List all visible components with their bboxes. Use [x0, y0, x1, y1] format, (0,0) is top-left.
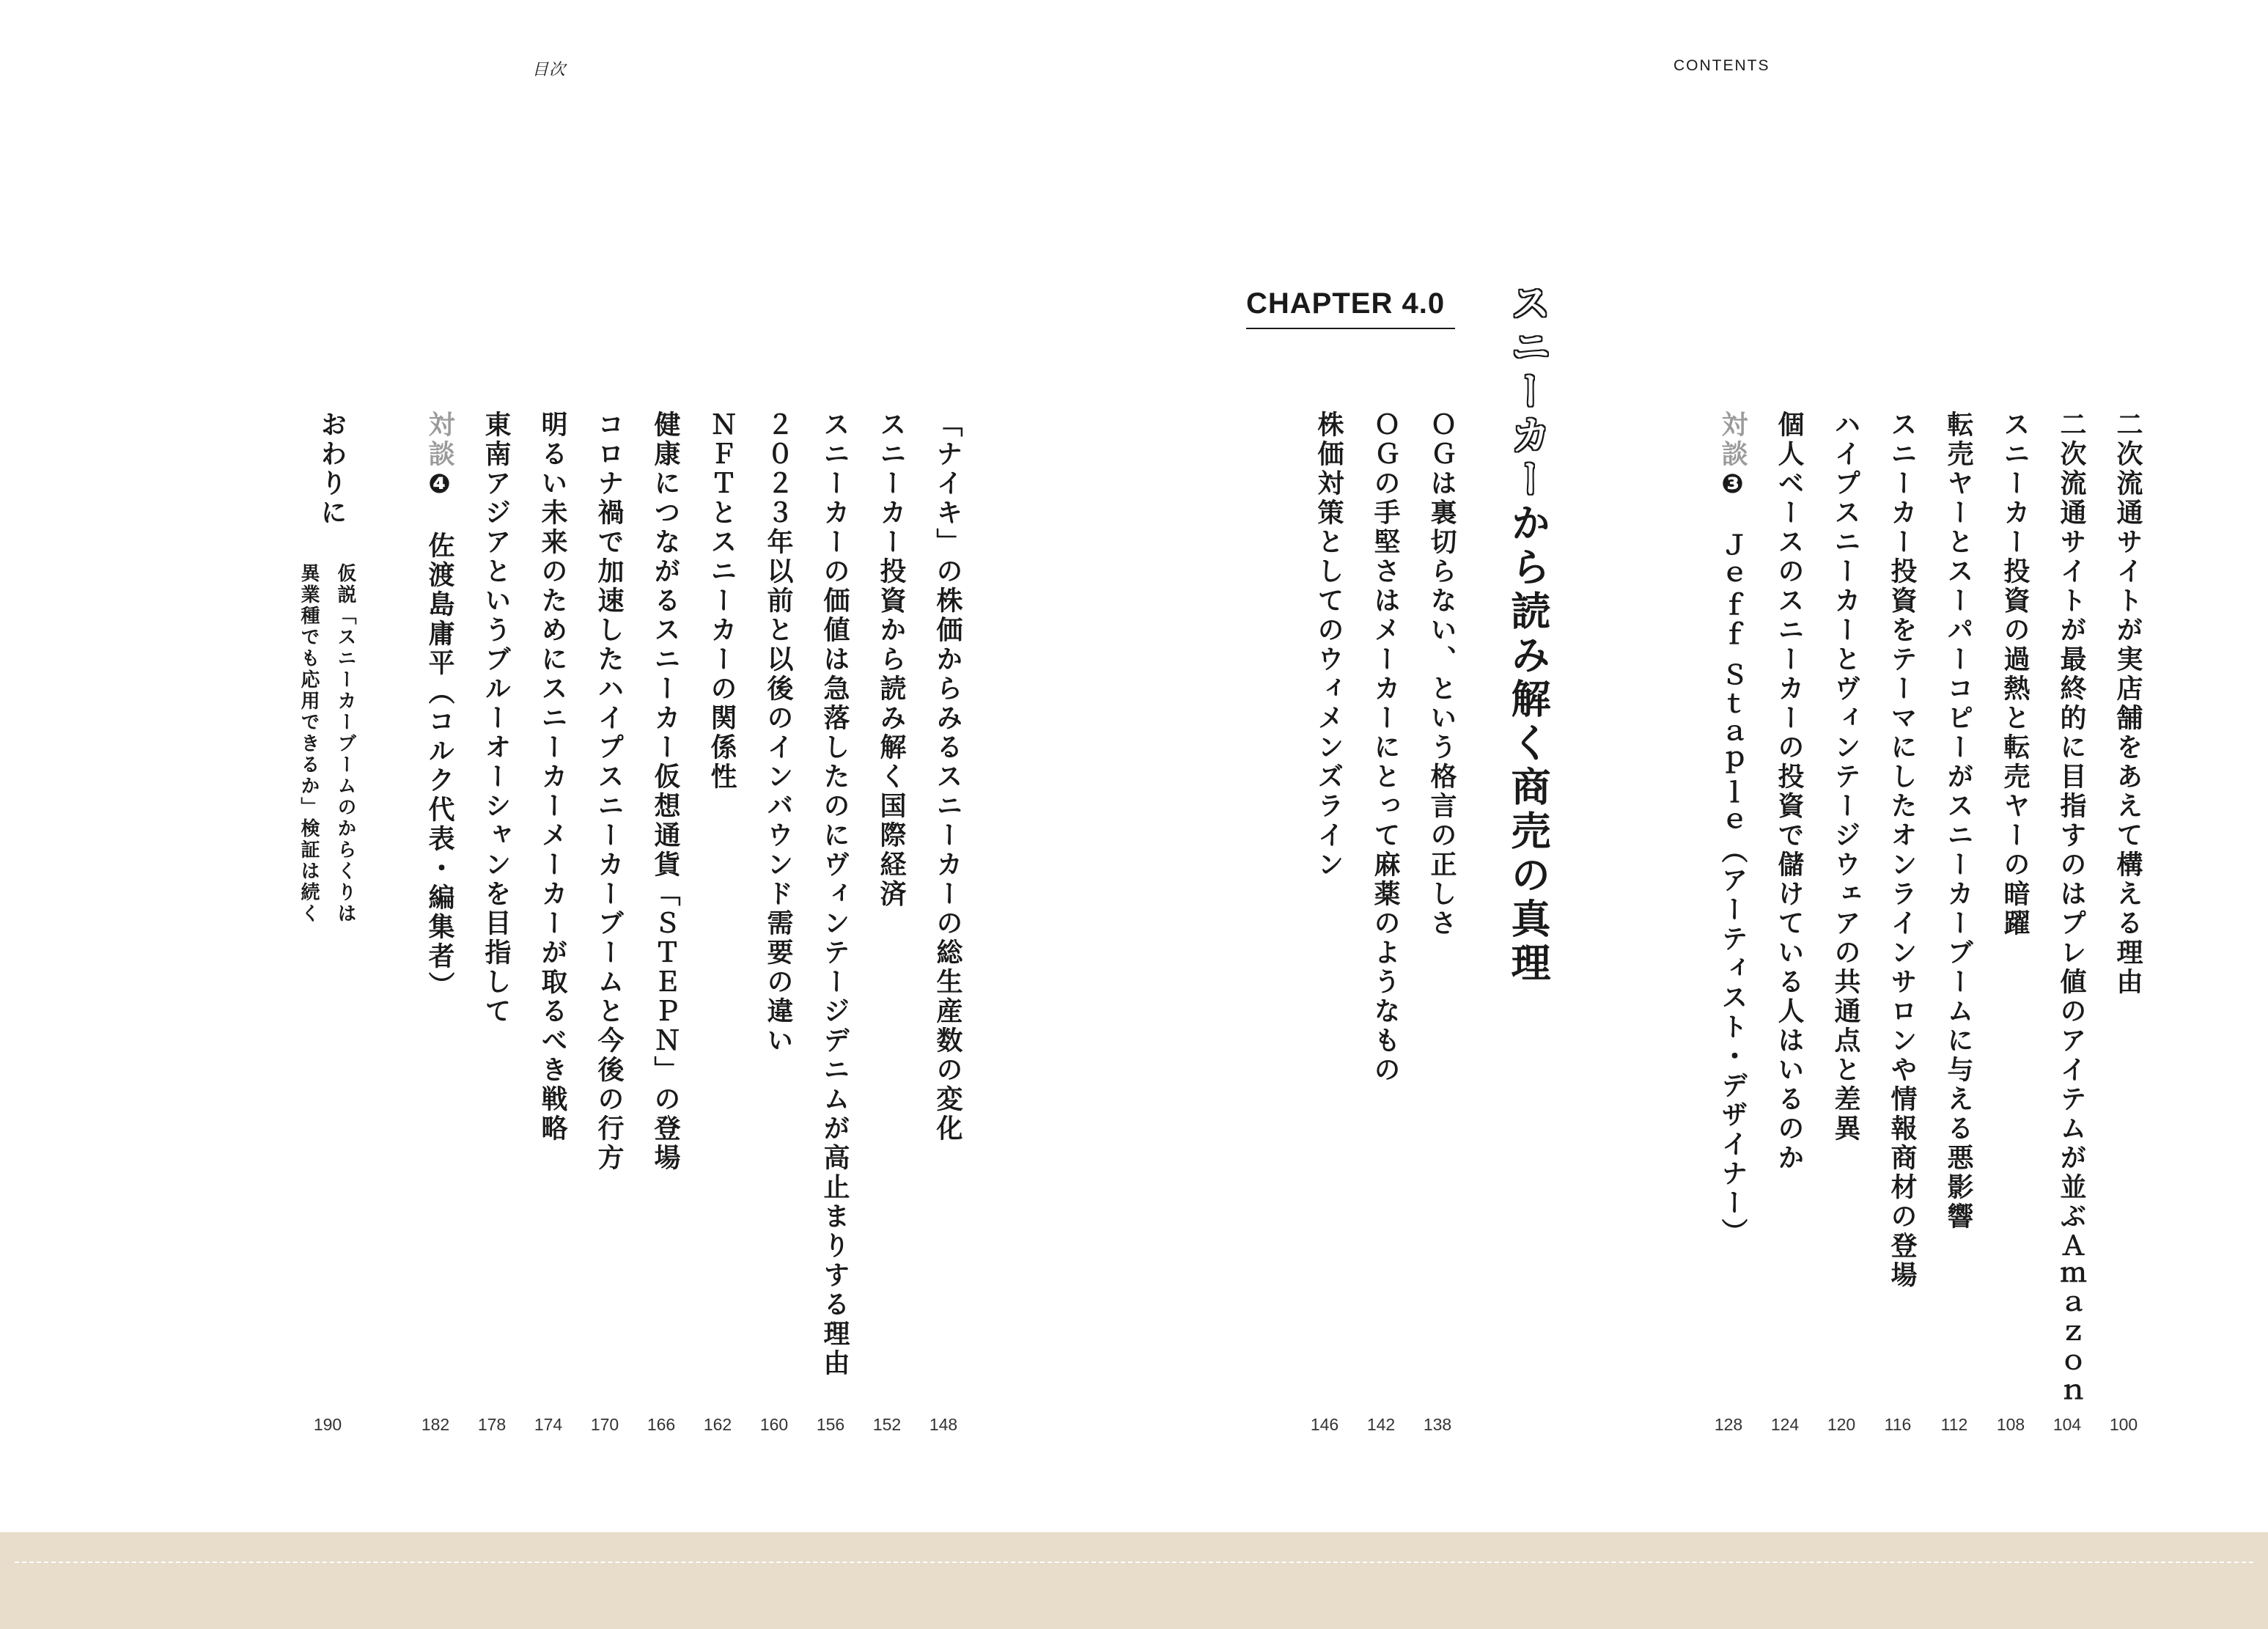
taidan-number-badge: ❸ [1717, 469, 1748, 502]
taidan-entry [423, 411, 455, 1001]
page-number: 160 [759, 1415, 789, 1434]
chapter-label: CHAPTER 4.0 [1246, 287, 1455, 329]
page-number: 100 [2109, 1415, 2138, 1434]
toc-entry: 転売ヤーとスーパーコピーがスニーカーブームに与える悪影響 [1943, 411, 1973, 1232]
toc-entry: ＯＧの手堅さはメーカーにとって麻薬のようなもの [1370, 411, 1400, 1085]
page-number: 138 [1423, 1415, 1452, 1434]
page-number: 148 [929, 1415, 958, 1434]
page-number: 124 [1770, 1415, 1800, 1434]
page-number: 190 [313, 1415, 342, 1434]
chapter-title [1504, 282, 1551, 986]
toc-entry: 個人ベースのスニーカーの投資で儲けている人はいるのか [1774, 411, 1804, 1173]
footer-dashed-line [15, 1562, 2253, 1563]
taidan-tag: 対談 [424, 411, 454, 469]
toc-entry: 二次流通サイトが最終的に目指すのはプレ値のアイテムが並ぶＡｍａｚｏｎ [2056, 411, 2086, 1408]
page-number: 104 [2052, 1415, 2082, 1434]
page-number: 156 [816, 1415, 845, 1434]
toc-entry: 株価対策としてのウィメンズライン [1314, 411, 1344, 880]
toc-entry: 東南アジアというブルーオーシャンを目指して [481, 411, 511, 1026]
toc-entry: 健康につながるスニーカー仮想通貨「ＳＴＥＰＮ」の登場 [650, 411, 680, 1173]
running-head-right: CONTENTS [1674, 57, 1770, 74]
toc-entry: コロナ禍で加速したハイプスニーカーブームと今後の行方 [594, 411, 624, 1173]
taidan-title: 佐渡島庸平（コルク代表・編集者） [424, 532, 454, 1001]
toc-entry: スニーカーの価値は急落したのにヴィンテージデニムが高止まりする理由 [820, 411, 850, 1378]
toc-entry: 「ナイキ」の株価からみるスニーカーの総生産数の変化 [932, 411, 962, 1144]
taidan-entry [1716, 411, 1748, 1248]
toc-entry: 明るい未来のためにスニーカーメーカーが取るべき戦略 [537, 411, 567, 1144]
toc-entry: ＯＧは裏切らない、という格言の正しさ [1426, 411, 1457, 938]
page-number: 166 [647, 1415, 676, 1434]
page-number: 182 [421, 1415, 450, 1434]
page-number: 178 [477, 1415, 507, 1434]
closing-subtitle-line1: 仮説「スニーカーブームのからくりは [334, 563, 356, 924]
page-number: 108 [1996, 1415, 2025, 1434]
chapter-title-rest: から読み解く商売の真理 [1505, 502, 1551, 986]
toc-entry: スニーカー投資から読み解く国際経済 [876, 411, 906, 909]
chapter-title-outline: スニーカー [1505, 282, 1551, 502]
page-number: 112 [1940, 1415, 1968, 1434]
page-number: 152 [872, 1415, 902, 1434]
running-head-left: 目次 [532, 61, 567, 79]
toc-entry: ＮＦＴとスニーカーの関係性 [707, 411, 737, 792]
taidan-title: Ｊｅｆｆ Ｓｔａｐｌｅ（アーティスト・デザイナー） [1717, 532, 1748, 1248]
toc-entry: 二次流通サイトが実店舗をあえて構える理由 [2113, 411, 2143, 997]
page-number: 142 [1366, 1415, 1396, 1434]
page-number: 146 [1310, 1415, 1339, 1434]
toc-entry: スニーカー投資の過熱と転売ヤーの暗躍 [2000, 411, 2030, 938]
page-number: 170 [590, 1415, 619, 1434]
closing-title: おわりに [317, 411, 347, 528]
footer-band [0, 1532, 2268, 1629]
toc-entry: ２０２３年以前と以後のインバウンド需要の違い [763, 411, 793, 1056]
page-number: 174 [534, 1415, 563, 1434]
page-number: 128 [1714, 1415, 1743, 1434]
toc-entry: ハイプスニーカーとヴィンテージウェアの共通点と差異 [1830, 411, 1860, 1144]
page-number: 162 [703, 1415, 732, 1434]
page-number: 116 [1884, 1415, 1912, 1434]
taidan-number-badge: ❹ [424, 469, 454, 502]
closing-subtitle-line2: 異業種でも応用できるか」検証は続く [298, 563, 320, 924]
toc-entry: スニーカー投資をテーマにしたオンラインサロンや情報商材の登場 [1887, 411, 1917, 1290]
taidan-tag: 対談 [1717, 411, 1748, 469]
page-number: 120 [1827, 1415, 1856, 1434]
